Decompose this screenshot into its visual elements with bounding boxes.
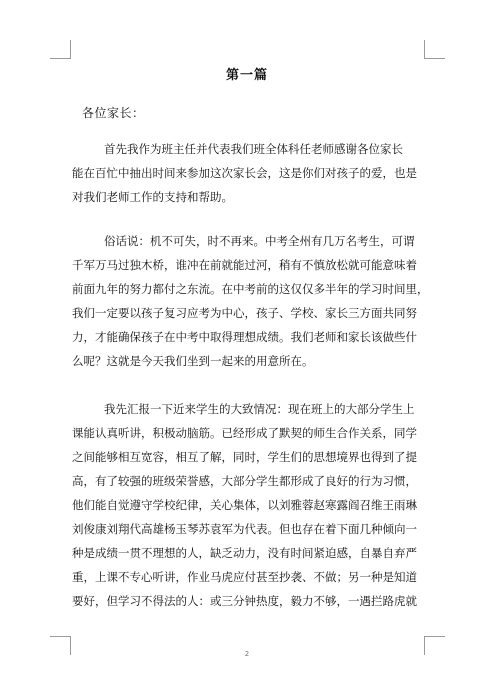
paragraph-line: 前面九年的努力都付之东流。在中考前的这仅仅多半年的学习时间里， [72,282,429,296]
paragraph-line: 我们一定要以孩子复习应考为中心，孩子、学校、家长三方面共同努 [72,306,417,320]
paragraph-line: 要好，但学习不得法的人：或三分钟热度，毅力不够，一遇拦路虎就 [72,594,417,608]
paragraph-line: 首先我作为班主任并代表我们班全体科任老师感谢各位家长 [104,142,403,156]
paragraph-line: 我先汇报一下近来学生的大致情况：现在班上的大部分学生上 [104,402,415,416]
paragraph-line: 刘俊康刘翔代高雄杨玉琴苏袁军为代表。但也存在着下面几种倾向一 [72,522,417,536]
paragraph-line: 对我们老师工作的支持和帮助。 [72,190,233,204]
paragraph-1 [72,137,432,209]
page-number: 2 [244,650,250,658]
paragraph-line: 课能认真听讲，积极动脑筋。已经形成了默契的师生合作关系，同学 [72,426,417,440]
paragraph-line: 重，上课不专心听讲，作业马虎应付甚至抄袭、不做；另一种是知道 [72,570,417,584]
paragraph-line: 种是成绩一贯不理想的人，缺乏动力，没有时间紧迫感，自暴自弃严 [72,546,417,560]
paragraph-line: 之间能够相互宽容，相互了解，同时，学生们的思想境界也得到了提 [72,450,417,464]
paragraph-3 [72,397,432,613]
paragraph-line: 千军万马过独木桥，谁冲在前就能过河，稍有不慎放松就可能意味着 [72,258,417,272]
salutation: 各位家长： [82,106,145,120]
paragraph-line: 能在百忙中抽出时间来参加这次家长会，这是你们对孩子的爱，也是 [72,166,417,180]
crop-mark-top-right [424,40,445,59]
paragraph-line: 高，有了较强的班级荣誉感，大部分学生都形成了良好的行为习惯， [72,474,417,488]
paragraph-line: 他们能自觉遵守学校纪律，关心集体，以刘雅蓉赵寒露阎召维王雨琳 [72,498,417,512]
document-title: 第一篇 [225,68,268,83]
paragraph-line: 力，才能确保孩子在中考中取得理想成绩。我们老师和家长该做些什 [72,330,417,344]
paragraph-line: 俗话说：机不可失，时不再来。中考全州有几万名考生，可谓 [104,234,415,248]
paragraph-2 [72,229,432,373]
crop-mark-top-left [50,40,71,59]
paragraph-line: 么呢？这就是今天我们坐到一起来的用意所在。 [72,354,314,368]
